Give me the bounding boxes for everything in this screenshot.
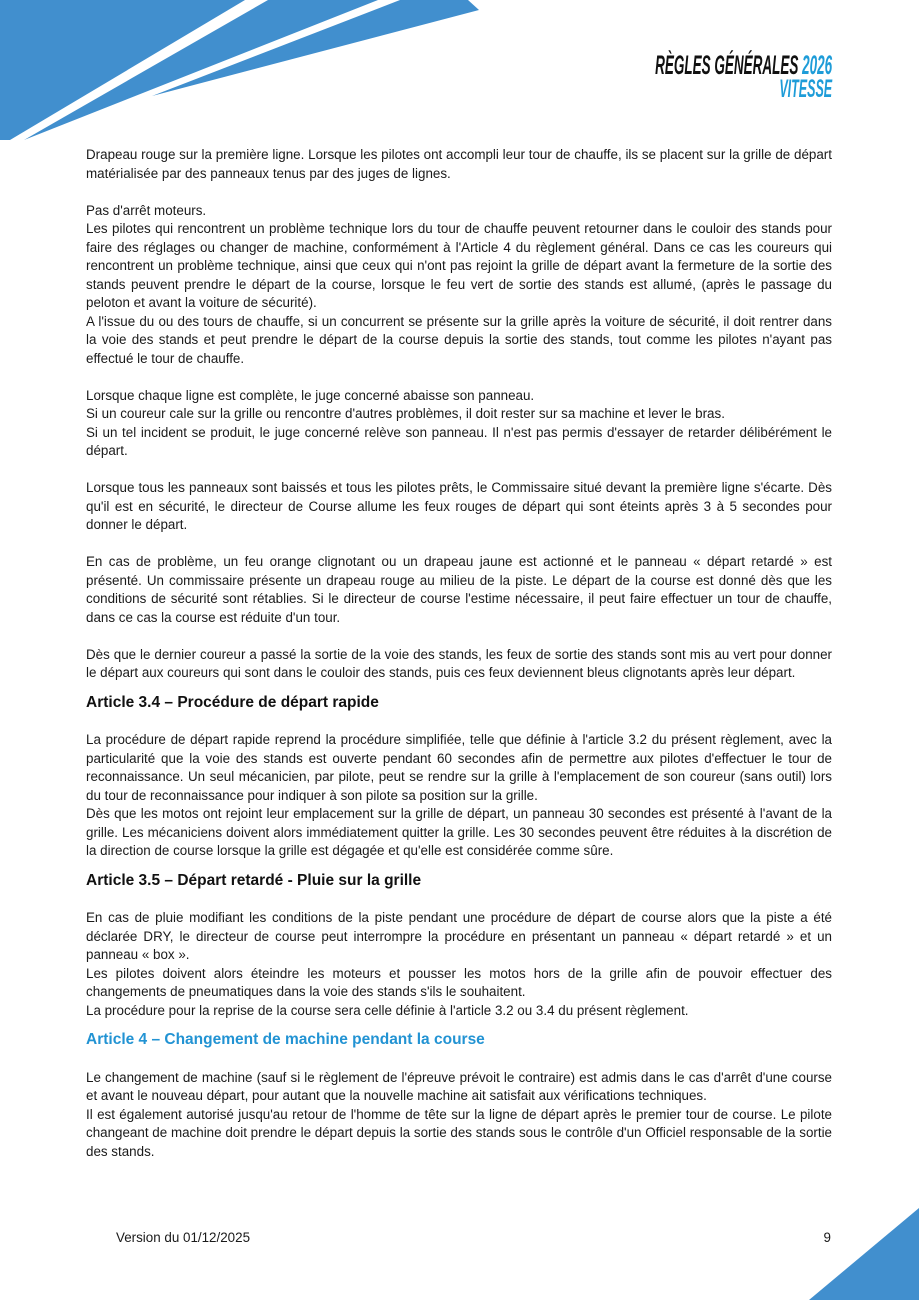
section-heading: Article 3.4 – Procédure de départ rapide bbox=[86, 693, 379, 711]
paragraph bbox=[86, 909, 832, 1020]
title-text: RÈGLES GÉNÉRALES bbox=[654, 50, 799, 80]
title-year: 2026 bbox=[801, 50, 832, 80]
paragraph-line: Si un coureur cale sur la grille ou rencontre d'autres problèmes, il doit rester sur sa machine et lever le bras. bbox=[86, 406, 725, 421]
paragraph bbox=[86, 553, 832, 627]
paragraph-line: Dès que le dernier coureur a passé la sortie de la voie des stands, les feux de sortie des stands sont mis au vert pour donner le départ aux coureurs qui sont dans le couloir des stands, puis ces feux deviennent bleus clignotants après leur départ. bbox=[86, 646, 832, 680]
corner-triangle-shape bbox=[809, 1208, 919, 1300]
paragraph bbox=[86, 146, 832, 183]
corner-triangle-icon bbox=[809, 1208, 919, 1300]
document-body bbox=[86, 146, 832, 1161]
footer-version: Version du 01/12/2025 bbox=[116, 1230, 251, 1245]
paragraph bbox=[86, 1069, 832, 1162]
document-title-block bbox=[478, 52, 832, 101]
paragraph bbox=[86, 202, 832, 369]
footer-page-number: 9 bbox=[823, 1230, 831, 1245]
section-heading: Article 4 – Changement de machine pendant la course bbox=[86, 1031, 485, 1048]
section-heading: Article 3.5 – Départ retardé - Pluie sur la grille bbox=[86, 871, 422, 889]
paragraph-line: A l'issue du ou des tours de chauffe, si un concurrent se présente sur la grille après la voiture de sécurité, il doit rentrer dans la voie des stands et peut prendre le départ de la course depuis la sortie des stands, tout comme les pilotes n'ayant pas effectué le tour de chauffe. bbox=[86, 313, 832, 366]
paragraph bbox=[86, 731, 832, 861]
paragraph-line: En cas de problème, un feu orange clignotant ou un drapeau jaune est actionné et le panneau « départ retardé » est présenté. Un commissaire présente un drapeau rouge au milieu de la piste. Le départ de la course est donné dès que les conditions de sécurité sont rétablies. Si le directeur de course l'estime nécessaire, il peut faire effectuer un tour de chauffe, dans ce cas la course est réduite d'un tour. bbox=[86, 554, 832, 625]
paragraph-line: Le changement de machine (sauf si le règlement de l'épreuve prévoit le contraire) est admis dans le cas d'arrêt d'une course et avant le nouveau départ, pour autant que la nouvelle machine ait satisfait aux vérifications techniques. bbox=[86, 1069, 832, 1103]
paragraph-line: La procédure de départ rapide reprend la procédure simplifiée, telle que définie à l'article 3.2 du présent règlement, avec la particularité que la voie des stands est ouverte pendant 60 secondes afin de permettre aux pilotes d'effectuer le tour de reconnaissance. Un seul mécanicien, par pilote, peut se rendre sur la grille à l'emplacement de son coureur (sans outil) lors du tour de reconnaissance pour indiquer à son pilote sa position sur la grille. bbox=[86, 732, 832, 803]
paragraph bbox=[86, 387, 832, 461]
paragraph-line: En cas de pluie modifiant les conditions de la piste pendant une procédure de départ de course alors que la piste a été déclarée DRY, le directeur de course peut interrompre la procédure en présentant un panneau « départ retardé » et un panneau « box ». bbox=[86, 910, 832, 962]
slash-shape-main bbox=[0, 0, 245, 140]
paragraph-line: La procédure pour la reprise de la course sera celle définie à l'article 3.2 ou 3.4 du présent règlement. bbox=[86, 1002, 689, 1018]
paragraph-line: Lorsque tous les panneaux sont baissés et tous les pilotes prêts, le Commissaire situé devant la première ligne s'écarte. Dès qu'il est en sécurité, le directeur de Course allume les feux rouges de départ qui sont éteints après 3 à 5 secondes pour donner le départ. bbox=[86, 480, 832, 532]
header-slash-decoration-icon bbox=[0, 0, 500, 145]
paragraph-line: Drapeau rouge sur la première ligne. Lorsque les pilotes ont accompli leur tour de chauffe, ils se placent sur la grille de départ matérialisée par des panneaux tenus par des juges de lignes. bbox=[86, 147, 832, 181]
document-subtitle: VITESSE bbox=[779, 75, 832, 103]
paragraph bbox=[86, 646, 832, 683]
paragraph-line: Si un tel incident se produit, le juge concerné relève son panneau. Il n'est pas permis d'essayer de retarder délibérément le départ. bbox=[86, 424, 832, 458]
paragraph-line: Pas d'arrêt moteurs. bbox=[86, 202, 207, 218]
paragraph-line: Il est également autorisé jusqu'au retour de l'homme de tête sur la ligne de départ après le premier tour de course. Le pilote changeant de machine doit prendre le départ depuis la sortie des stands sous le contrôle d'un Officiel responsable de la sortie des stands. bbox=[86, 1106, 832, 1159]
paragraph-line: Les pilotes doivent alors éteindre les moteurs et pousser les motos hors de la grille afin de pouvoir effectuer des changements de pneumatiques dans la voie des stands s'ils le souhaitent. bbox=[86, 965, 832, 999]
paragraph-line: Les pilotes qui rencontrent un problème technique lors du tour de chauffe peuvent retourner dans le couloir des stands pour faire des réglages ou changer de machine, conformément à l'Article 4 du règlement général. Dans ce cas les coureurs qui rencontrent un problème technique, ainsi que ceux qui n'ont pas rejoint la grille de départ avant la fermeture de la sortie des stands peuvent prendre le départ de la course, lorsque le feu vert de sortie des stands est allumé, (après le passage du peloton et avant la voiture de sécurité). bbox=[86, 221, 832, 310]
paragraph-line: Dès que les motos ont rejoint leur emplacement sur la grille de départ, un panneau 30 secondes est présenté à l'avant de la grille. Les mécaniciens doivent alors immédiatement quitter la grille. Les 30 secondes peuvent être réduites à la discrétion de la direction de course lorsque la grille est dégagée et qu'elle est considérée comme sûre. bbox=[86, 806, 832, 858]
paragraph bbox=[86, 479, 832, 535]
paragraph-line: Lorsque chaque ligne est complète, le juge concerné abaisse son panneau. bbox=[86, 387, 535, 403]
